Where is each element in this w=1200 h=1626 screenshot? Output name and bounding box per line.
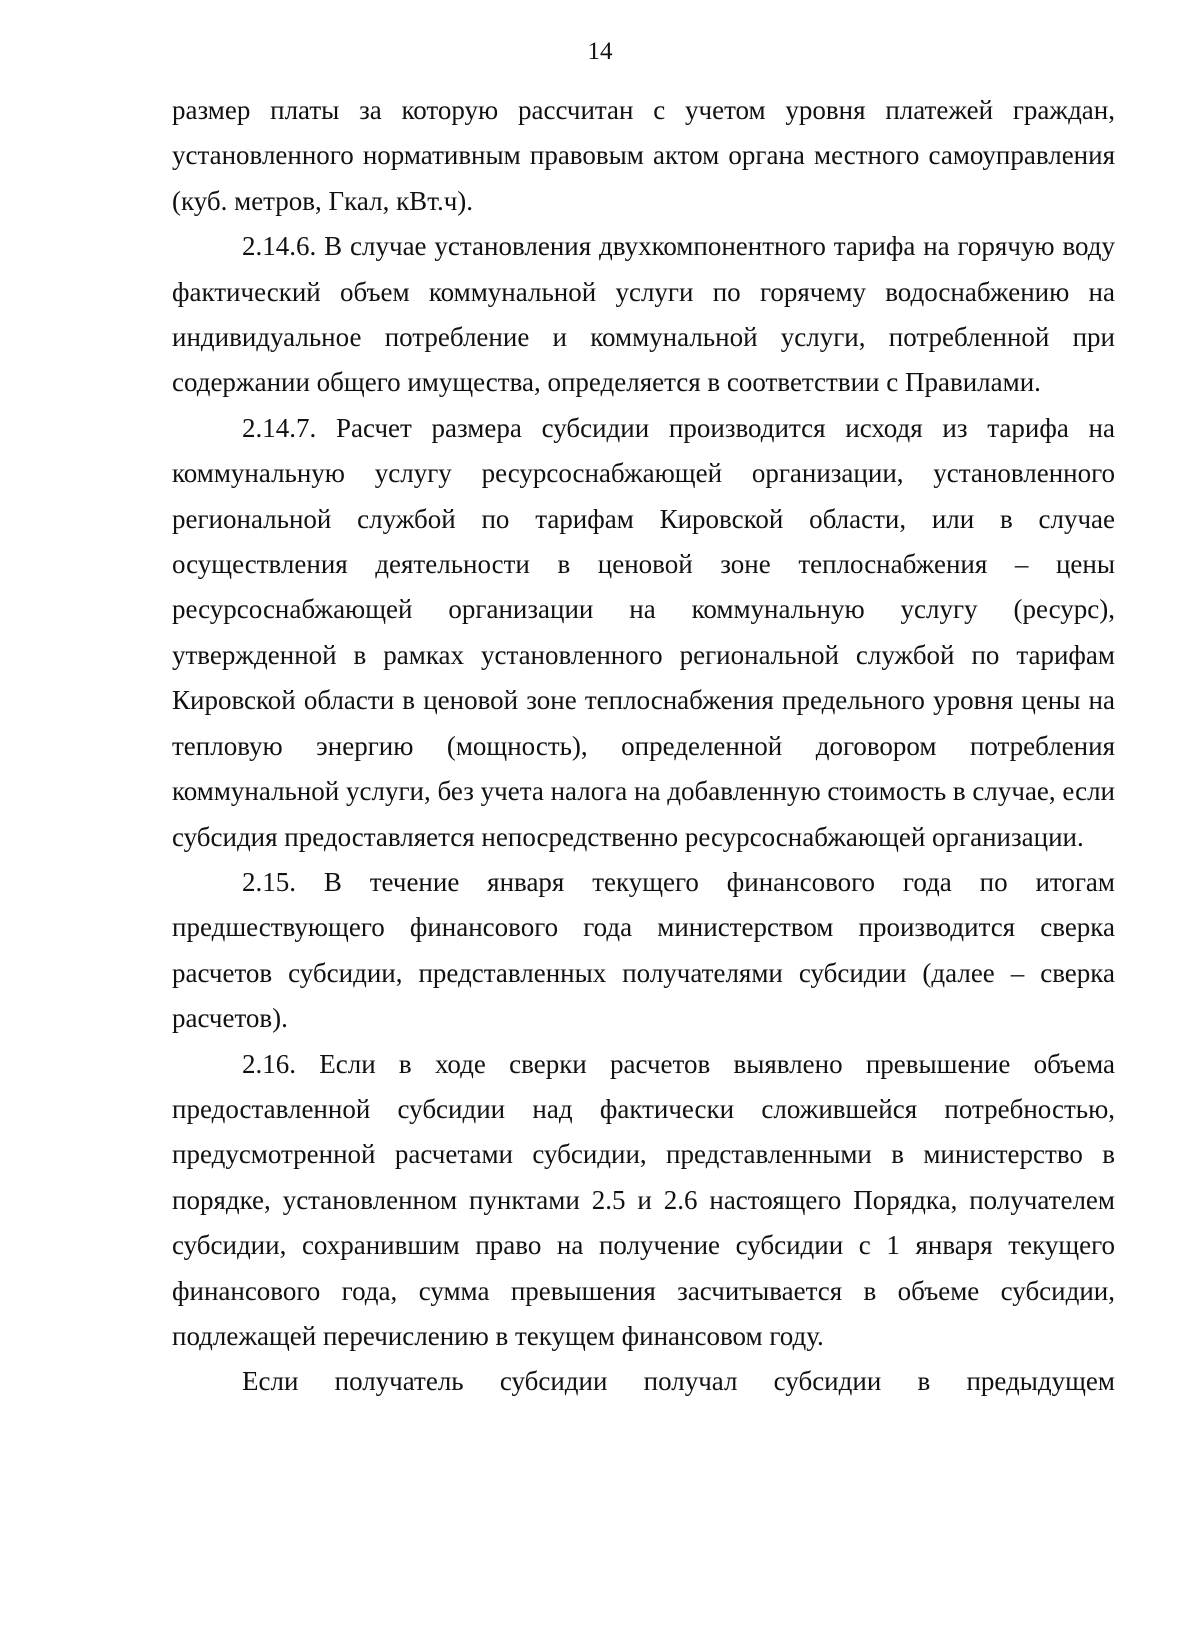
paragraph-continuation: размер платы за которую рассчитан с учетом уровня платежей граждан, установленного нормативным правовым актом органа местного самоуправления (куб. метров, Гкал, кВт.ч). xyxy=(172,95,1115,216)
paragraph-2-14-6: 2.14.6. В случае установления двухкомпонентного тарифа на горячую воду фактический объем коммунальной услуги по горячему водоснабжению на индивидуальное потребление и коммунальной услуги, потребленной при содержании общего имущества, определяется в соответствии с Правилами. xyxy=(172,231,1115,398)
paragraph-2-14-7: 2.14.7. Расчет размера субсидии производится исходя из тарифа на коммунальную услугу ресурсоснабжающей организации, установленного региональной службой по тарифам Кировской области, или в случае осуществления деятельности в ценовой зоне теплоснабжения – цены ресурсоснабжающей организации на коммунальную услугу (ресурс), утвержденной в рамках установленного региональной службой по тарифам Кировской области в ценовой зоне теплоснабжения предельного уровня цены на тепловую энергию (мощность), определенной договором потребления коммунальной услуги, без учета налога на добавленную стоимость в случае, если субсидия предоставляется непосредственно ресурсоснабжающей организации. xyxy=(172,412,1115,852)
paragraph-2-15: 2.15. В течение января текущего финансового года по итогам предшествующего финансового года министерством производится сверка расчетов субсидии, представленных получателями субсидии (далее – сверка расчетов). xyxy=(172,866,1115,1034)
paragraph-2-16: 2.16. Если в ходе сверки расчетов выявлено превышение объема предоставленной субсидии над фактически сложившейся потребностью, предусмотренной расчетами субсидии, представленными в министерство в порядке, установленном пунктами 2.5 и 2.6 настоящего Порядка, получателем субсидии, сохранившим право на получение субсидии с 1 января текущего финансового года, сумма превышения засчитывается в объеме субсидии, подлежащей перечислению в текущем финансовом году. xyxy=(172,1048,1115,1351)
document-body xyxy=(172,88,1115,1405)
page-number: 14 xyxy=(587,38,613,65)
paragraph-last: Если получатель субсидии получал субсидии в предыдущем xyxy=(242,1366,1115,1397)
